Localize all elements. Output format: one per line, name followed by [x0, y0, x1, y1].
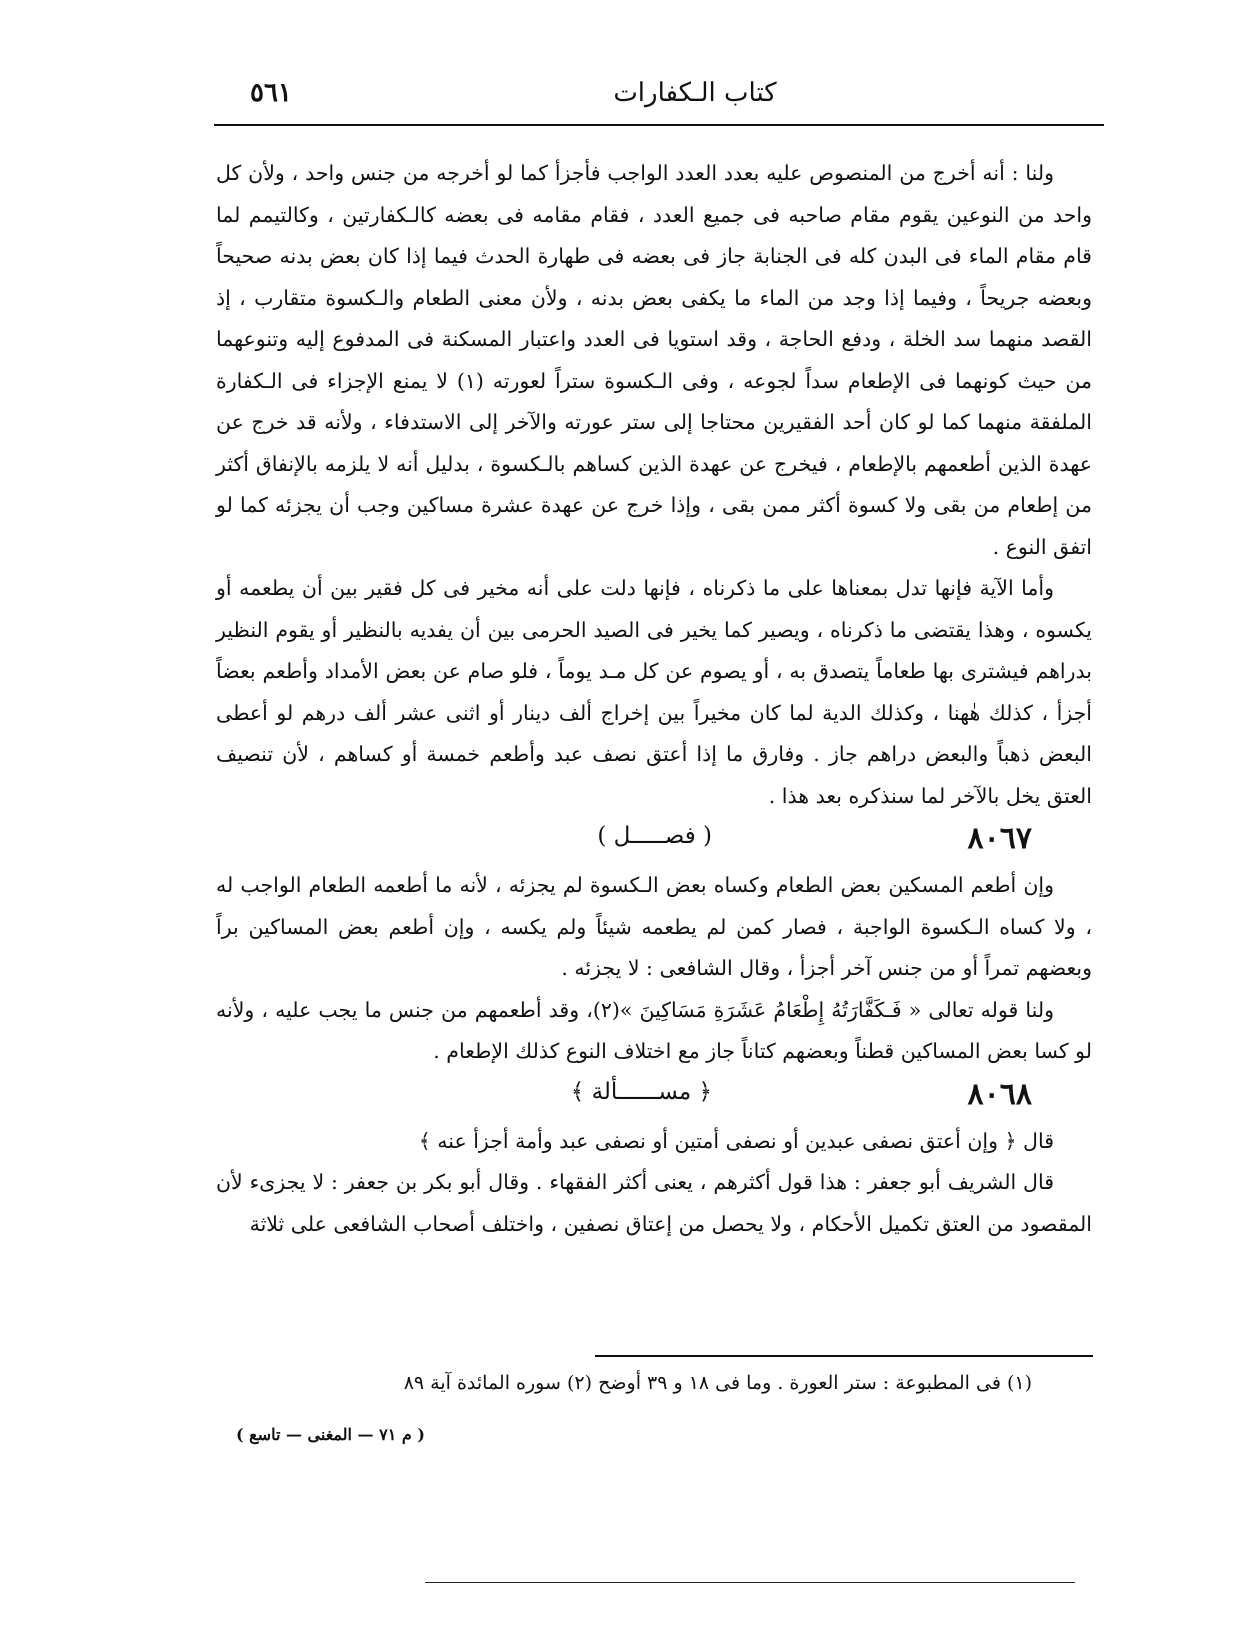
section-label: ( فصـــــل )	[597, 823, 712, 849]
section-number: ٨٠٦٧	[967, 821, 1032, 856]
footnote-1: (١) فى المطبوعة : ستر العورة . وما فى ١٨ و ٣٩ أوضح	[598, 1372, 1032, 1394]
paragraph: وإن أطعم المسكين بعض الطعام وكساه بعض الـكسوة لم يجزئه ، لأنه ما أطعمه الطعام الواجب له ، ولا كساه الـكسوة الواجبة ، فصار كمن لم يطعمه شيئاً ولم يكسه ، وإن أطعم بعض المساكين براً وبعضهم تمراً أو من جنس آخر أجزأ ، وقال الشافعى : لا يجزئه .	[216, 873, 1092, 980]
section-label: ﴿ مســــــألة ﴾	[570, 1078, 712, 1105]
paragraph: ولنا قوله تعالى « فَـكَفَّارَتُهُ إِطْعَامُ عَشَرَةِ مَسَاكِينَ »(٢)، وقد أطعمهم من جنس ما يجب عليه ، ولأنه لو كسا بعض المساكين قطناً وبعضهم كتاناً جاز مع اختلاف النوع كذلك الإطعام .	[216, 997, 1092, 1063]
main-text	[216, 153, 1092, 1245]
header-rule	[214, 124, 1104, 126]
section-heading	[216, 1073, 1092, 1121]
footnote-2: (٢) سوره المائدة آية ٨٩	[403, 1372, 592, 1394]
paragraph: وأما الآية فإنها تدل بمعناها على ما ذكرناه ، فإنها دلت على أنه مخير فى كل فقير بين أن يطعمه أو يكسوه ، وهذا يقتضى ما ذكرناه ، ويصير كما يخير فى الصيد الحرمى بين أن يفديه بالنظير أو يقوم النظير بدراهم فيشترى بها طعاماً يتصدق به ، أو يصوم عن كل مـد يوماً ، فلو صام عن بعض الأمداد وأطعم بعضاً أجزأ ، كذلك هٰهنا ، وكذلك الدية لما كان مخيراً بين إخراج ألف دينار أو اثنى عشر ألف درهم لو أعطى البعض ذهباً والبعض دراهم جاز . وفارق ما إذا أعتق نصف عبد وأطعم خمسة أو كساهم ، لأن تنصيف العتق يخل بالآخر لما سنذكره بعد هذا .	[216, 576, 1092, 808]
section-number: ٨٠٦٨	[967, 1076, 1032, 1112]
page-number: ٥٦١	[250, 78, 292, 108]
paragraph: ولنا : أنه أخرج من المنصوص عليه بعدد العدد الواجب فأجزأ كما لو أخرجه من جنس واحد ، ولأن كل واحد من النوعين يقوم مقام صاحبه فى جميع العدد ، فقام مقامه فى بعضه كالـكفارتين ، وكالتيمم لما قام مقام الماء فى البدن كله فى الجنابة جاز فى بعضه فى طهارة الحدث فيما إذا كان بعض بدنه صحيحاً وبعضه جريحاً ، وفيما إذا وجد من الماء ما يكفى بعض بدنه ، ولأن معنى الطعام والـكسوة متقارب ، إذ القصد منهما سد الخلة ، ودفع الحاجة ، وقد استويا فى العدد واعتبار المسكنة فى المدفوع إليه وتنوعهما من حيث كونهما فى الإطعام سداً لجوعه ، وفى الـكسوة ستراً لعورته (١) لا يمنع الإجزاء فى الـكفارة الملفقة منهما كما لو كان أحد الفقيرين محتاجا إلى ستر عورته والآخر إلى الاستدفاء ، ولأنه قد خرج عن عهدة الذين أطعمهم بالإطعام ، فيخرج عن عهدة الذين كساهم بالـكسوة ، بدليل أنه لا يلزمه بالإنفاق أكثر من إطعام من بقى ولا كسوة أكثر ممن بقى ، وإذا خرج عن عهدة عشرة مساكين وجب أن يجزئه كما لو اتفق النوع .	[216, 161, 1093, 559]
section-heading	[216, 817, 1092, 865]
running-title: كتاب الـكفارات	[613, 78, 777, 108]
bottom-rule	[425, 1582, 1075, 1583]
page-header	[230, 78, 1100, 118]
paragraph: قال الشريف أبو جعفر : هذا قول أكثرهم ، يعنى أكثر الفقهاء . وقال أبو بكر بن جعفر : لا يجزىء لأن المقصود من العتق تكميل الأحكام ، ولا يحصل من إعتاق نصفين ، واختلف أصحاب الشافعى على ثلاثة	[216, 1170, 1092, 1236]
paragraph: قال ﴿ وإن أعتق نصفى عبدين أو نصفى أمتين أو نصفى عبد وأمة أجزأ عنه ﴾	[418, 1128, 1054, 1153]
signature-mark: ( م ٧١ — المغنى — تاسع )	[236, 1425, 425, 1444]
footnote-rule	[595, 1355, 1093, 1357]
